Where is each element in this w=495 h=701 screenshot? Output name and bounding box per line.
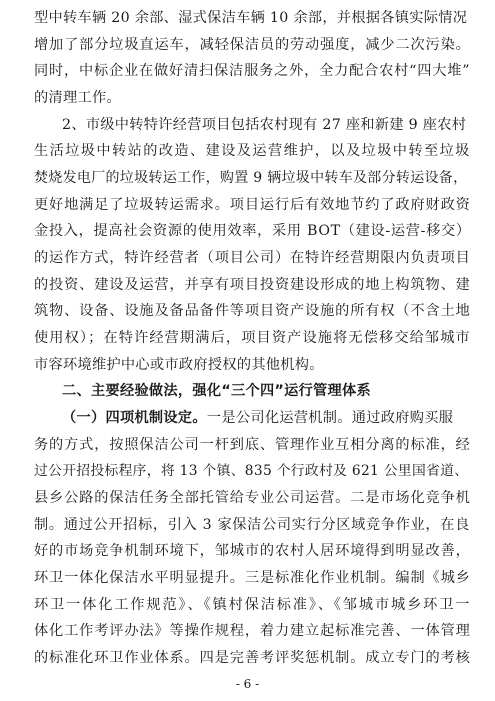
- body-line: 的标准化环卫作业体系。四是完善考评奖惩机制。成立专门的考核: [34, 650, 471, 666]
- body-line: 过公开招投标程序，将 13 个镇、835 个行政村及 621 公里国省道、: [34, 463, 469, 480]
- body-line: 好的市场竞争机制环境下，邹城市的农村人居环境得到明显改善，: [34, 543, 471, 560]
- body-line: 更好地满足了垃圾转运需求。项目运行后有效地节约了政府财政资: [34, 196, 471, 213]
- body-line: 生活垃圾中转站的改造、建设及运营维护，以及垃圾中转至垃圾: [34, 143, 471, 160]
- body-line: 的运作方式，特许经营者（项目公司）在特许经营期限内负责项目: [34, 250, 471, 266]
- body-line: 同时，中标企业在做好清扫保洁服务之外，全力配合农村“四大堆”: [34, 63, 471, 80]
- body-line: 金投入，提高社会资源的使用效率，采用 BOT（建设-运营-移交）: [34, 223, 471, 240]
- body-line: 型中转车辆 20 余部、湿式保洁车辆 10 余部，并根据各镇实际情况: [34, 10, 468, 26]
- body-line: 制。通过公开招标，引入 3 家保洁公司实行分区域竞争作业，在良: [34, 516, 470, 533]
- body-line: 2、市级中转特许经营项目包括农村现有 27 座和新建 9 座农村: [62, 116, 467, 133]
- body-line: 市容环境维护中心或市政府授权的其他机构。: [34, 356, 324, 373]
- body-line: 使用权）；在特许经营期满后，项目资产设施将无偿移交给邹城市: [34, 330, 471, 346]
- section-heading: 二、主要经验做法，强化“三个四”运行管理体系: [62, 383, 372, 400]
- body-line: 环卫一体化工作规范》、《镇村保洁标准》、《邹城市城乡环卫一: [34, 596, 472, 613]
- body-line: 环卫一体化保洁水平明显提升。三是标准化作业机制。编制《城乡: [34, 570, 471, 586]
- body-line: 增加了部分垃圾直运车，减轻保洁员的劳动强度，减少二次污染。: [34, 36, 471, 53]
- body-line: 体化工作考评办法》等操作规程，着力建立起标准完善、一体管理: [34, 623, 471, 640]
- page-number: - 6 -: [235, 677, 260, 691]
- body-line: 的清理工作。: [34, 90, 121, 106]
- body-line: 筑物、设备、设施及备品备件等项目资产设施的所有权（不含土地: [34, 303, 471, 320]
- subsection-title: 四项机制设定。: [105, 410, 207, 426]
- body-line: 县乡公路的保洁任务全部托管给专业公司运营。二是市场化竞争机: [34, 490, 471, 506]
- body-line: 务的方式，按照保洁公司一杆到底、管理作业互相分离的标准，经: [34, 436, 471, 453]
- subsection-marker: （一）: [62, 410, 106, 426]
- body-line: 的投资、建设及运营，并享有项目投资建设形成的地上构筑物、建: [34, 276, 471, 293]
- subsection-line: [62, 408, 453, 428]
- subsection-text: 一是公司化运营机制。通过政府购买服: [206, 410, 454, 426]
- body-line: 焚烧发电厂的垃圾转运工作，购置 9 辆垃圾中转车及部分转运设备，: [34, 170, 468, 186]
